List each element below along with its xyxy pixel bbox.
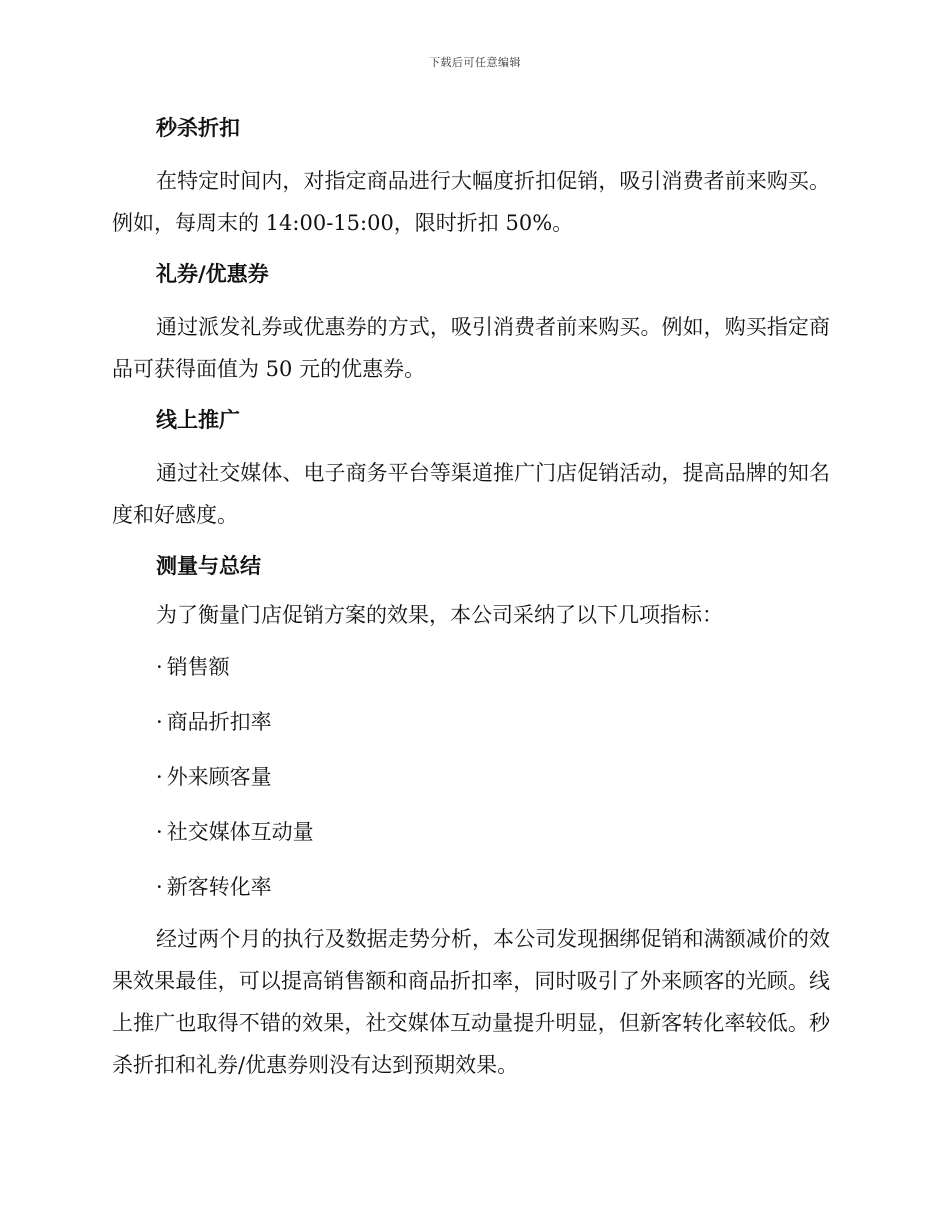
metrics-list xyxy=(112,649,830,905)
section-paragraph-flash-sale: 在特定时间内，对指定商品进行大幅度折扣促销，吸引消费者前来购买。例如，每周末的 14:00-15:00，限时折扣 50%。 xyxy=(112,169,830,235)
section-heading-measurement: 测量与总结 xyxy=(156,554,261,578)
list-item xyxy=(112,869,830,905)
bullet-icon: · xyxy=(156,655,163,679)
section-heading-coupons: 礼券/优惠券 xyxy=(156,262,269,286)
list-item-label: 社交媒体互动量 xyxy=(166,820,314,844)
list-item xyxy=(112,814,830,850)
bullet-icon: · xyxy=(156,765,163,789)
bullet-icon: · xyxy=(156,875,163,899)
section-heading-flash-sale: 秒杀折扣 xyxy=(156,116,240,140)
section-paragraph-measurement-intro: 为了衡量门店促销方案的效果，本公司采纳了以下几项指标： xyxy=(156,603,723,627)
list-item-label: 新客转化率 xyxy=(166,875,272,899)
section-paragraph-coupons: 通过派发礼券或优惠券的方式，吸引消费者前来购买。例如，购买指定商品可获得面值为 50 元的优惠券。 xyxy=(112,315,830,381)
section-heading-online-promotion: 线上推广 xyxy=(156,408,240,432)
page-header: 下载后可任意编辑 xyxy=(429,56,521,69)
section-paragraph-conclusion: 经过两个月的执行及数据走势分析，本公司发现捆绑促销和满额减价的效果效果最佳，可以提高销售额和商品折扣率，同时吸引了外来顾客的光顾。线上推广也取得不错的效果，社交媒体互动量提升明显，但新客转化率较低。秒杀折扣和礼券/优惠券则没有达到预期效果。 xyxy=(112,927,830,1077)
list-item-label: 商品折扣率 xyxy=(166,710,272,734)
section-paragraph-online-promotion: 通过社交媒体、电子商务平台等渠道推广门店促销活动，提高品牌的知名度和好感度。 xyxy=(112,461,830,527)
document-body xyxy=(112,110,830,1086)
list-item-label: 销售额 xyxy=(166,655,230,679)
bullet-icon: · xyxy=(156,710,163,734)
list-item xyxy=(112,649,830,685)
bullet-icon: · xyxy=(156,820,163,844)
list-item-label: 外来顾客量 xyxy=(166,765,272,789)
list-item xyxy=(112,704,830,740)
list-item xyxy=(112,759,830,795)
